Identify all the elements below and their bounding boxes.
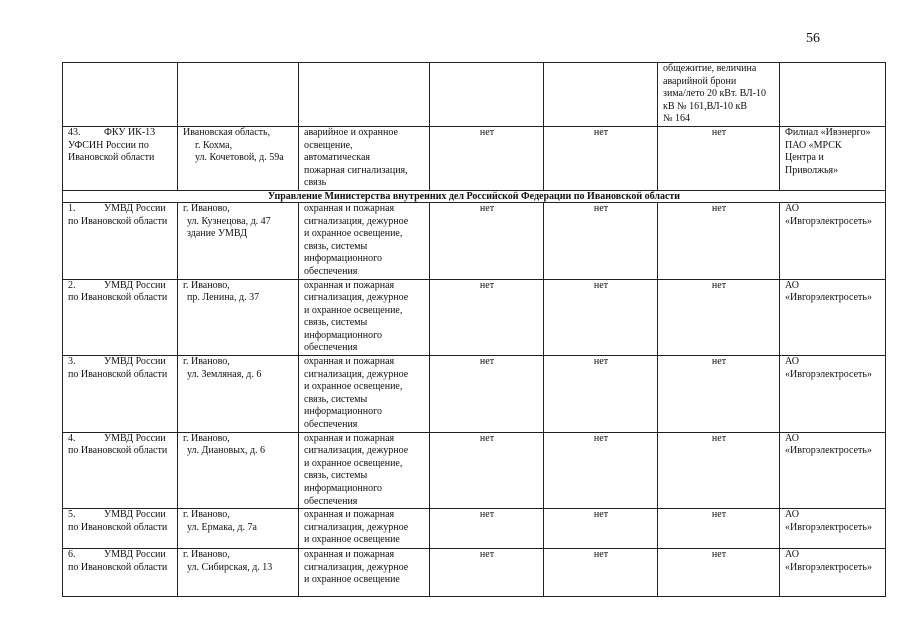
org-name-line: Ивановской области — [68, 152, 155, 164]
supplier-line: АО — [785, 356, 799, 368]
address-line: ул. Диановых, д. 6 — [187, 445, 266, 457]
consumers-line: связь — [304, 177, 327, 189]
cell-col4: нет — [430, 432, 544, 509]
cell-col5: нет — [544, 509, 658, 549]
consumers-line: охранная и пожарная — [304, 432, 395, 444]
cell-org — [63, 432, 178, 509]
cell-supplier — [780, 63, 886, 127]
cell-address — [178, 549, 299, 597]
consumers-line: информационного — [304, 253, 382, 265]
supplier-line: «Ивгорэлектросеть» — [785, 521, 872, 533]
org-name-line: УФСИН России по — [68, 139, 149, 151]
consumers-line: сигнализация, дежурное — [304, 521, 409, 533]
supplier-line: «Ивгорэлектросеть» — [785, 561, 872, 573]
row-number: 4. — [68, 432, 76, 444]
consumers-line: освещение, — [304, 139, 353, 151]
consumers-line: сигнализация, дежурное — [304, 368, 409, 380]
cell-supplier — [780, 509, 886, 549]
consumers-line: обеспечения — [304, 342, 358, 354]
cell-consumers — [299, 356, 430, 433]
cell-col6-line: № 164 — [663, 113, 691, 125]
supplier-line: АО — [785, 509, 799, 521]
address-line: пр. Ленина, д. 37 — [187, 292, 260, 304]
cell-col6: нет — [658, 549, 780, 597]
address-line: ул. Кочетовой, д. 59а — [195, 152, 284, 164]
cell-address — [178, 509, 299, 549]
address-line: г. Иваново, — [183, 432, 230, 444]
consumers-line: охранная и пожарная — [304, 549, 395, 561]
address-line: здание УМВД — [187, 228, 248, 240]
section-header-row — [63, 190, 886, 202]
cell-supplier — [780, 356, 886, 433]
cell-org — [63, 509, 178, 549]
cell-col6-line: аварийной брони — [663, 75, 737, 87]
supplier-line: Центра и — [785, 152, 824, 164]
consumers-line: аварийное и охранное — [304, 126, 398, 138]
consumers-line: связь, системы — [304, 393, 368, 405]
org-name-first: УМВД России — [104, 279, 166, 291]
consumers-line: обеспечения — [304, 419, 358, 431]
consumers-line: связь, системы — [304, 240, 368, 252]
org-name-line: по Ивановской области — [68, 215, 168, 227]
supplier-line: «Ивгорэлектросеть» — [785, 215, 872, 227]
table-row-43 — [63, 126, 886, 190]
consumers-line: охранная и пожарная — [304, 356, 395, 368]
cell-consumers — [299, 279, 430, 356]
org-name-line: по Ивановской области — [68, 368, 168, 380]
page-number: 56 — [806, 31, 820, 46]
org-name-line: по Ивановской области — [68, 445, 168, 457]
address-line: г. Иваново, — [183, 202, 230, 214]
cell-col5: нет — [544, 432, 658, 509]
cell-col4 — [430, 63, 544, 127]
org-name-first: ФКУ ИК-13 — [104, 126, 156, 138]
cell-consumers — [299, 202, 430, 279]
cell-consumers — [299, 509, 430, 549]
power-supply-table — [62, 62, 886, 597]
cell-col6: нет — [658, 432, 780, 509]
supplier-line: Приволжья» — [785, 164, 839, 176]
supplier-line: Филиал «Ивэнерго» — [785, 126, 871, 138]
org-name-line: по Ивановской области — [68, 561, 168, 573]
row-number: 2. — [68, 279, 76, 291]
cell-org — [63, 126, 178, 190]
cell-consumers — [299, 63, 430, 127]
cell-col4: нет — [430, 509, 544, 549]
supplier-line: АО — [785, 549, 799, 561]
address-line: г. Иваново, — [183, 356, 230, 368]
table-row — [63, 356, 886, 433]
consumers-line: информационного — [304, 406, 382, 418]
consumers-line: автоматическая — [304, 152, 371, 164]
address-line: г. Иваново, — [183, 549, 230, 561]
table-row — [63, 549, 886, 597]
consumers-line: информационного — [304, 329, 382, 341]
address-line: ул. Кузнецова, д. 47 — [187, 215, 271, 227]
org-name-first: УМВД России — [104, 509, 166, 521]
consumers-line: обеспечения — [304, 495, 358, 507]
cell-col4: нет — [430, 279, 544, 356]
consumers-line: и охранное освещение, — [304, 457, 403, 469]
consumers-line: связь, системы — [304, 470, 368, 482]
org-name-first: УМВД России — [104, 202, 166, 214]
cell-col6-line: общежитие, величина — [663, 63, 757, 74]
consumers-line: обеспечения — [304, 265, 358, 277]
row-number: 6. — [68, 549, 76, 561]
cell-org — [63, 202, 178, 279]
table-row — [63, 432, 886, 509]
supplier-line: АО — [785, 202, 799, 214]
section-title: Управление Министерства внутренних дел Российской Федерации по Ивановской области — [63, 190, 886, 202]
consumers-line: и охранное освещение — [304, 534, 400, 546]
consumers-line: сигнализация, дежурное — [304, 215, 409, 227]
consumers-line: информационного — [304, 483, 382, 494]
row-number: 3. — [68, 356, 76, 368]
supplier-line: АО — [785, 432, 799, 444]
supplier-line: «Ивгорэлектросеть» — [785, 445, 872, 457]
consumers-line: пожарная сигнализация, — [304, 164, 408, 176]
cell-supplier — [780, 549, 886, 597]
consumers-line: и охранное освещение — [304, 574, 400, 586]
cell-col5: нет — [544, 356, 658, 433]
cell-col5: нет — [544, 279, 658, 356]
cell-col6: нет — [658, 509, 780, 549]
cell-consumers — [299, 549, 430, 597]
cell-address — [178, 63, 299, 127]
cell-col5: нет — [544, 549, 658, 597]
org-name-first: УМВД России — [104, 356, 166, 368]
cell-supplier — [780, 432, 886, 509]
supplier-line: «Ивгорэлектросеть» — [785, 368, 872, 380]
cell-address — [178, 356, 299, 433]
row-number: 5. — [68, 509, 76, 521]
consumers-line: охранная и пожарная — [304, 509, 395, 521]
cell-supplier — [780, 279, 886, 356]
cell-consumers — [299, 432, 430, 509]
cell-org — [63, 356, 178, 433]
table-row — [63, 202, 886, 279]
cell-address — [178, 432, 299, 509]
address-line: ул. Земляная, д. 6 — [187, 368, 262, 380]
org-name-first: УМВД России — [104, 549, 166, 561]
table-row — [63, 279, 886, 356]
row-number: 1. — [68, 202, 76, 214]
address-line: Ивановская область, — [183, 126, 271, 138]
consumers-line: связь, системы — [304, 317, 368, 329]
supplier-line: «Ивгорэлектросеть» — [785, 292, 872, 304]
cell-col6-line: кВ № 161,ВЛ-10 кВ — [663, 100, 747, 112]
consumers-line: и охранное освещение, — [304, 304, 403, 316]
address-line: г. Кохма, — [195, 139, 233, 151]
cell-col4: нет — [430, 126, 544, 190]
supplier-line: ПАО «МРСК — [785, 139, 842, 151]
cell-col4: нет — [430, 356, 544, 433]
cell-col6 — [658, 63, 780, 127]
supplier-line: АО — [785, 279, 799, 291]
cell-col5: нет — [544, 202, 658, 279]
address-line: г. Иваново, — [183, 279, 230, 291]
cell-org — [63, 279, 178, 356]
cell-org — [63, 63, 178, 127]
consumers-line: охранная и пожарная — [304, 279, 395, 291]
cell-col5 — [544, 63, 658, 127]
org-name-first: УМВД России — [104, 432, 166, 444]
consumers-line: сигнализация, дежурное — [304, 561, 409, 573]
cell-address — [178, 279, 299, 356]
consumers-line: и охранное освещение, — [304, 381, 403, 393]
address-line: ул. Сибирская, д. 13 — [187, 561, 273, 573]
cell-address — [178, 126, 299, 190]
address-line: г. Иваново, — [183, 509, 230, 521]
consumers-line: сигнализация, дежурное — [304, 445, 409, 457]
consumers-line: сигнализация, дежурное — [304, 292, 409, 304]
cell-supplier — [780, 202, 886, 279]
table-row — [63, 509, 886, 549]
continuation-row — [63, 63, 886, 127]
address-line: ул. Ермака, д. 7а — [187, 521, 257, 533]
cell-address — [178, 202, 299, 279]
consumers-line: и охранное освещение, — [304, 228, 403, 240]
cell-org — [63, 549, 178, 597]
cell-col5: нет — [544, 126, 658, 190]
cell-col6: нет — [658, 126, 780, 190]
cell-col6: нет — [658, 356, 780, 433]
cell-col6-line: зима/лето 20 кВт. ВЛ-10 — [663, 88, 766, 100]
cell-col4: нет — [430, 202, 544, 279]
cell-consumers — [299, 126, 430, 190]
org-name-line: по Ивановской области — [68, 292, 168, 304]
cell-col6: нет — [658, 279, 780, 356]
row-number: 43. — [68, 126, 81, 138]
cell-col6: нет — [658, 202, 780, 279]
cell-col4: нет — [430, 549, 544, 597]
cell-supplier — [780, 126, 886, 190]
consumers-line: охранная и пожарная — [304, 202, 395, 214]
org-name-line: по Ивановской области — [68, 521, 168, 533]
